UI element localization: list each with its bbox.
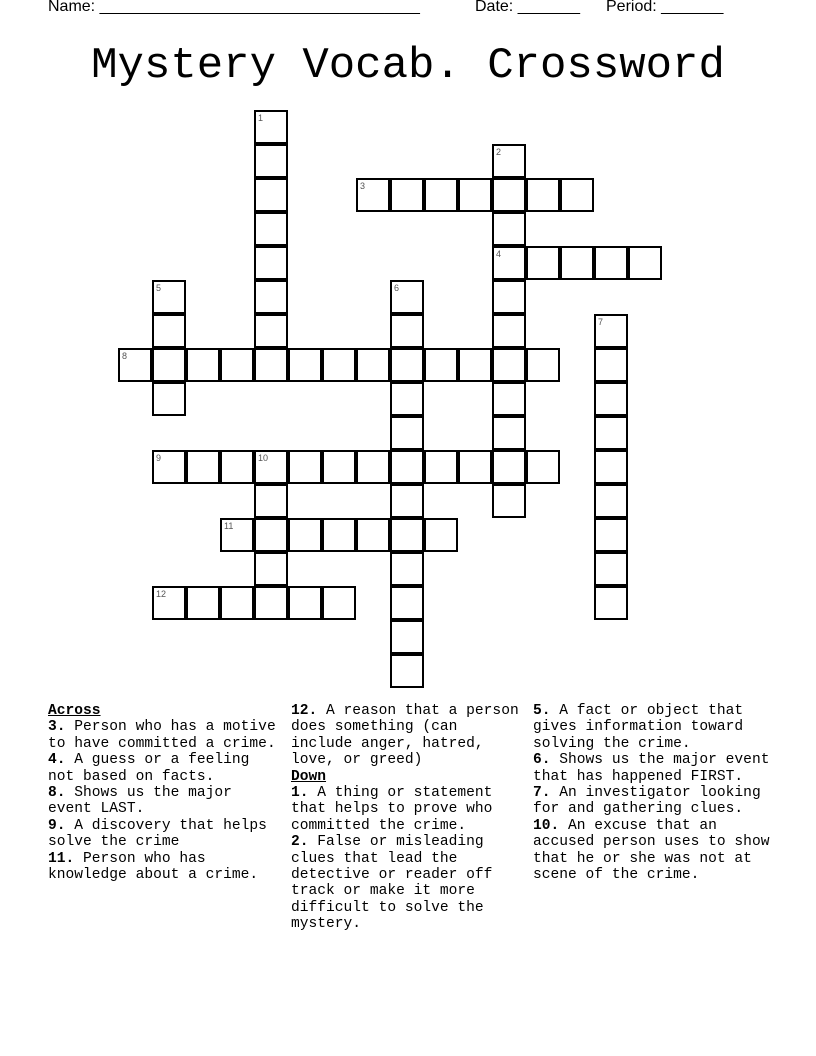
grid-cell[interactable] <box>492 246 526 280</box>
grid-cell[interactable] <box>220 518 254 552</box>
grid-cell[interactable] <box>186 586 220 620</box>
grid-cell[interactable] <box>254 246 288 280</box>
grid-cell[interactable] <box>492 416 526 450</box>
grid-cell[interactable] <box>254 144 288 178</box>
clue-item: 12. A reason that a person does something (can include anger, hatred, love, or greed) <box>291 703 519 769</box>
grid-cell[interactable] <box>424 450 458 484</box>
grid-cell[interactable] <box>390 654 424 688</box>
grid-cell[interactable] <box>390 552 424 586</box>
clue-item-number: 5. <box>533 703 551 719</box>
clues-column-2 <box>291 703 527 933</box>
grid-cell[interactable] <box>254 586 288 620</box>
grid-cell[interactable] <box>254 348 288 382</box>
grid-cell[interactable] <box>594 314 628 348</box>
grid-cell[interactable] <box>594 552 628 586</box>
clue-number: 7 <box>598 317 604 327</box>
grid-cell[interactable] <box>220 348 254 382</box>
grid-cell[interactable] <box>390 178 424 212</box>
grid-cell[interactable] <box>492 484 526 518</box>
clues-column-1 <box>48 703 278 883</box>
grid-cell[interactable] <box>186 348 220 382</box>
grid-cell[interactable] <box>492 450 526 484</box>
grid-cell[interactable] <box>390 518 424 552</box>
grid-cell[interactable] <box>594 518 628 552</box>
clue-item: 3. Person who has a motive to have committed a crime. <box>48 719 276 752</box>
grid-cell[interactable] <box>390 620 424 654</box>
grid-cell[interactable] <box>152 382 186 416</box>
clue-item: 11. Person who has knowledge about a crime. <box>48 850 259 884</box>
clue-number: 8 <box>122 351 128 361</box>
clue-item: 9. A discovery that helps solve the crime <box>48 817 267 851</box>
across-heading: Across <box>48 703 101 719</box>
clue-number: 11 <box>224 521 234 531</box>
clue-item-number: 8. <box>48 785 66 802</box>
grid-cell[interactable] <box>390 450 424 484</box>
clue-number: 10 <box>258 453 269 463</box>
grid-cell[interactable] <box>492 382 526 416</box>
grid-cell[interactable] <box>118 348 152 382</box>
grid-cell[interactable] <box>492 212 526 246</box>
grid-cell[interactable] <box>288 586 322 620</box>
grid-cell[interactable] <box>492 178 526 212</box>
clue-item: 6. Shows us the major event that has happened FIRST. <box>533 752 770 785</box>
clue-item: 4. A guess or a feeling not based on facts. <box>48 752 250 785</box>
grid-cell[interactable] <box>390 416 424 450</box>
grid-cell[interactable] <box>356 348 390 382</box>
grid-cell[interactable] <box>254 110 288 144</box>
grid-cell[interactable] <box>526 450 560 484</box>
grid-cell[interactable] <box>560 178 594 212</box>
grid-cell[interactable] <box>254 518 288 552</box>
grid-cell[interactable] <box>390 382 424 416</box>
grid-cell[interactable] <box>152 280 186 314</box>
grid-cell[interactable] <box>220 586 254 620</box>
grid-cell[interactable] <box>390 484 424 518</box>
grid-cell[interactable] <box>526 178 560 212</box>
grid-cell[interactable] <box>526 246 560 280</box>
grid-cell[interactable] <box>152 586 186 620</box>
grid-cell[interactable] <box>322 586 356 620</box>
grid-cell[interactable] <box>152 314 186 348</box>
name-field[interactable]: Name: ____________________________________ <box>48 0 420 15</box>
clue-number: 3 <box>360 181 366 191</box>
grid-cell[interactable] <box>322 450 356 484</box>
grid-cell[interactable] <box>492 348 526 382</box>
grid-cell[interactable] <box>220 450 254 484</box>
grid-cell[interactable] <box>254 280 288 314</box>
grid-cell[interactable] <box>254 314 288 348</box>
grid-cell[interactable] <box>492 314 526 348</box>
grid-cell[interactable] <box>390 348 424 382</box>
grid-cell[interactable] <box>458 178 492 212</box>
grid-cell[interactable] <box>254 552 288 586</box>
grid-cell[interactable] <box>152 348 186 382</box>
grid-cell[interactable] <box>594 484 628 518</box>
grid-cell[interactable] <box>152 450 186 484</box>
grid-cell[interactable] <box>628 246 662 280</box>
clue-number: 12 <box>156 589 167 599</box>
grid-cell[interactable] <box>424 178 458 212</box>
grid-cell[interactable] <box>424 518 458 552</box>
grid-cell[interactable] <box>458 450 492 484</box>
grid-cell[interactable] <box>594 348 628 382</box>
grid-cell[interactable] <box>594 246 628 280</box>
clue-item-number: 9. <box>48 817 66 834</box>
date-field[interactable]: Date: _______ <box>475 0 580 15</box>
grid-cell[interactable] <box>254 178 288 212</box>
clue-item: 1. A thing or statement that helps to prove who committed the crime. <box>291 785 493 834</box>
period-field[interactable]: Period: _______ <box>606 0 724 15</box>
grid-cell[interactable] <box>492 144 526 178</box>
clue-item-number: 11. <box>48 850 75 867</box>
clue-number: 1 <box>258 113 264 123</box>
grid-cell[interactable] <box>254 484 288 518</box>
grid-cell[interactable] <box>594 382 628 416</box>
clue-item-number: 7. <box>533 785 551 802</box>
clues-column-3 <box>533 703 773 883</box>
clue-item-number: 12. <box>291 703 318 719</box>
grid-cell[interactable] <box>356 518 390 552</box>
grid-cell[interactable] <box>594 586 628 620</box>
clue-item: 8. Shows us the major event LAST. <box>48 785 232 818</box>
grid-cell[interactable] <box>390 586 424 620</box>
page-title: Mystery Vocab. Crossword <box>91 41 725 91</box>
clue-item-number: 6. <box>533 752 551 769</box>
grid-cell[interactable] <box>390 280 424 314</box>
clue-item: 7. An investigator looking for and gathering clues. <box>533 785 761 818</box>
clue-item: 2. False or misleading clues that lead the detective or reader off track or make it more difficult to solve the mystery. <box>291 834 493 933</box>
clue-item: 5. A fact or object that gives information toward solving the crime. <box>533 703 744 752</box>
clue-number: 6 <box>394 283 400 293</box>
clue-number: 9 <box>156 453 162 463</box>
grid-cell[interactable] <box>594 450 628 484</box>
grid-cell[interactable] <box>390 314 424 348</box>
clue-item-number: 3. <box>48 719 66 736</box>
clue-item-number: 1. <box>291 785 309 802</box>
grid-cell[interactable] <box>594 416 628 450</box>
grid-cell[interactable] <box>322 348 356 382</box>
grid-cell[interactable] <box>492 280 526 314</box>
grid-cell[interactable] <box>356 178 390 212</box>
grid-cell[interactable] <box>526 348 560 382</box>
clue-number: 5 <box>156 283 162 293</box>
grid-cell[interactable] <box>356 450 390 484</box>
clue-number: 4 <box>496 249 502 259</box>
grid-cell[interactable] <box>458 348 492 382</box>
clue-item-number: 10. <box>533 817 560 834</box>
clue-number: 2 <box>496 147 502 157</box>
down-heading: Down <box>291 768 327 785</box>
grid-cell[interactable] <box>186 450 220 484</box>
grid-cell[interactable] <box>254 450 288 484</box>
clue-item-number: 4. <box>48 752 66 769</box>
grid-cell[interactable] <box>288 348 322 382</box>
grid-cell[interactable] <box>254 212 288 246</box>
grid-cell[interactable] <box>424 348 458 382</box>
clue-item-number: 2. <box>291 834 309 851</box>
clue-item: 10. An excuse that an accused person uses to show that he or she was not at scene of the crime. <box>533 817 770 884</box>
grid-cell[interactable] <box>322 518 356 552</box>
grid-cell[interactable] <box>288 518 322 552</box>
grid-cell[interactable] <box>288 450 322 484</box>
grid-cell[interactable] <box>560 246 594 280</box>
